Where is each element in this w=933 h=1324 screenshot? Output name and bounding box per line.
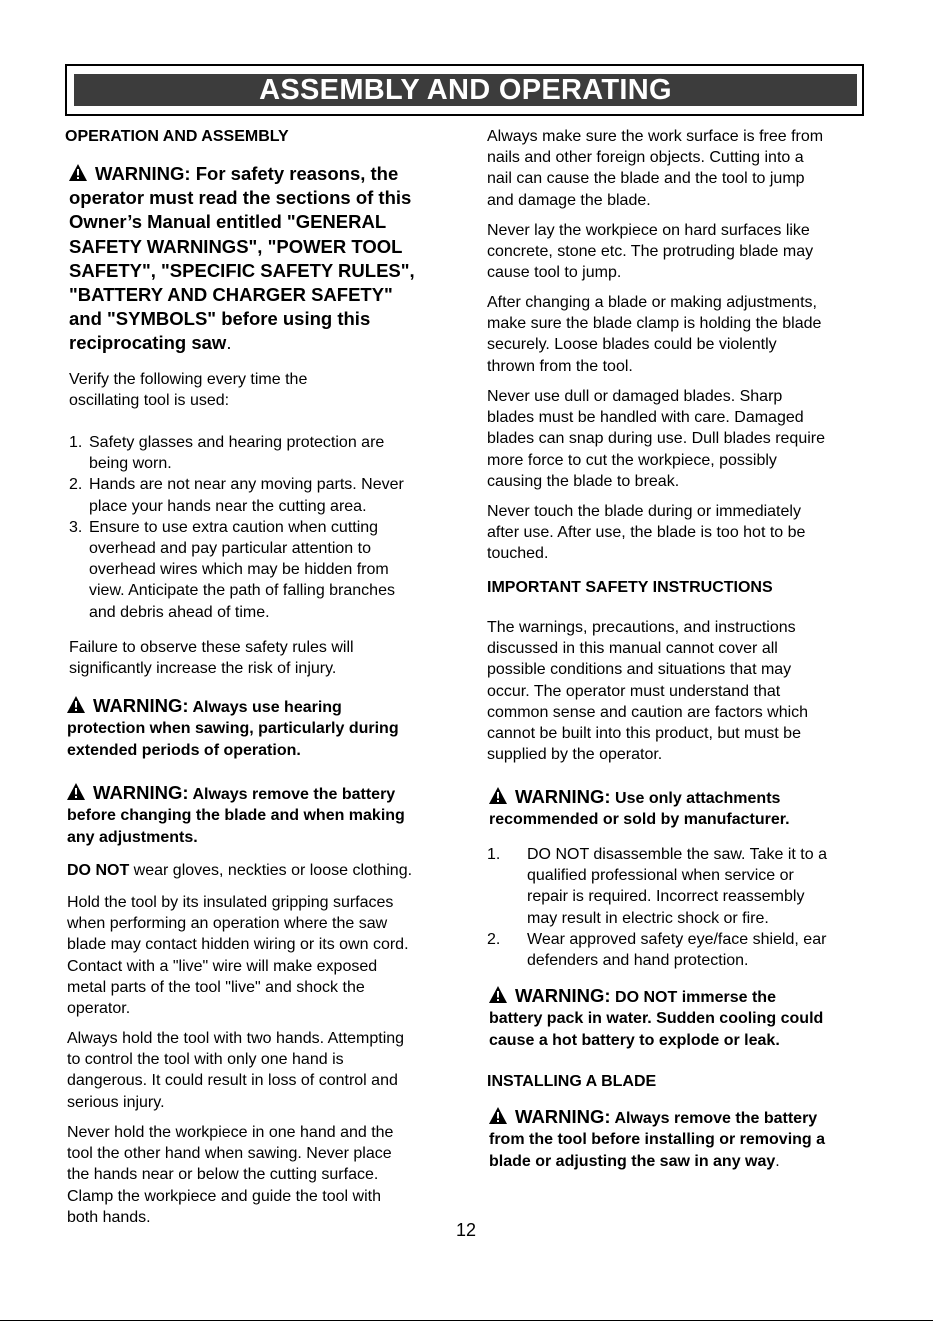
warning-text-line: For safety reasons, the — [195, 163, 399, 184]
warning-text-line: Owner’s Manual entitled "GENERAL — [69, 211, 387, 233]
text-line: Never use dull or damaged blades. Sharp — [487, 388, 783, 405]
text-line: securely. Loose blades could be violently — [487, 336, 777, 354]
warning-text-line: operator must read the sections of this — [69, 187, 412, 209]
text-line: both hands. — [67, 1208, 151, 1226]
list-number: 2. — [487, 930, 501, 948]
text-line: possible conditions and situations that may — [487, 661, 792, 679]
text-line: more force to cut the workpiece, possibly — [487, 451, 777, 469]
text-line: touched. — [487, 545, 549, 563]
text-line: supplied by the operator. — [487, 746, 663, 764]
text-line: being worn. — [89, 455, 172, 473]
page-number: 12 — [456, 1220, 477, 1240]
text-line: Hands are not near any moving parts. Never — [89, 476, 404, 494]
warning-text-line: from the tool before installing or removing a — [489, 1131, 826, 1149]
warning-hearing — [67, 695, 467, 761]
text-line: defenders and hand protection. — [527, 952, 749, 970]
two-hands-paragraph — [67, 1028, 462, 1113]
warning-triangle-icon — [489, 787, 507, 804]
warning-text-line: DO NOT immerse the — [615, 989, 776, 1006]
failure-paragraph — [69, 637, 449, 679]
warning-before-installing — [489, 1106, 929, 1172]
safety-checklist — [69, 432, 459, 623]
warning-attachments — [489, 786, 919, 831]
text-line: thrown from the tool. — [487, 357, 633, 375]
warning-text-line: Always remove the battery — [192, 786, 396, 803]
text-line: Safety glasses and hearing protection are — [89, 434, 385, 451]
text-line: Verify the following every time the — [69, 371, 308, 388]
text-line: concrete, stone etc. The protruding blade may — [487, 243, 814, 261]
warning-text-line: Use only attachments — [615, 790, 781, 807]
text-line: occur. The operator must understand that — [487, 682, 781, 700]
installing-blade-heading: INSTALLING A BLADE — [487, 1073, 657, 1090]
verify-paragraph — [69, 369, 449, 411]
text-line: blade may contact hidden wiring or its own cord. — [67, 936, 409, 954]
warning-text-line: cause a hot battery to explode or leak. — [489, 1031, 780, 1049]
list-number: 3. — [69, 518, 83, 536]
work-surface-paragraph — [487, 126, 927, 211]
text-line: overhead and pay particular attention to — [89, 540, 371, 558]
list-item — [487, 929, 927, 971]
text-line: may result in electric shock or fire. — [527, 909, 769, 927]
text-line: discussed in this manual cannot cover all — [487, 640, 778, 658]
list-item — [487, 844, 927, 929]
important-safety-heading: IMPORTANT SAFETY INSTRUCTIONS — [487, 579, 773, 596]
text-line: and damage the blade. — [487, 191, 651, 209]
text-line: serious injury. — [67, 1093, 165, 1111]
text-line: place your hands near the cutting area. — [89, 497, 367, 515]
warning-end: . — [226, 332, 232, 354]
text-line: nails and other foreign objects. Cutting into a — [487, 149, 804, 167]
warning-label: WARNING: — [93, 782, 189, 803]
warning-text-line: Always use hearing — [192, 699, 342, 716]
hard-surfaces-paragraph — [487, 220, 927, 284]
hold-tool-paragraph — [67, 892, 462, 1019]
text-line: blades must be handled with care. Damaged — [487, 409, 804, 427]
warning-triangle-icon — [489, 1107, 507, 1124]
warning-label: WARNING: — [95, 163, 191, 184]
warning-text-line: blade or adjusting the saw in any way — [489, 1152, 776, 1170]
text-line: cause tool to jump. — [487, 264, 622, 282]
text-line: Wear approved safety eye/face shield, ear — [527, 930, 827, 948]
text-line: The warnings, precautions, and instructions — [487, 619, 796, 636]
warning-triangle-icon — [489, 986, 507, 1003]
text-line: causing the blade to break. — [487, 472, 680, 490]
text-line: qualified professional when service or — [527, 867, 794, 885]
warning-text-line: battery pack in water. Sudden cooling could — [489, 1010, 824, 1028]
warning-text-line: and "SYMBOLS" before using this — [69, 308, 371, 330]
warning-text-line: protection when sawing, particularly during — [67, 720, 399, 738]
list-item — [69, 474, 459, 516]
text-line: After changing a blade or making adjustments, — [487, 294, 817, 311]
left-column — [0, 0, 470, 1240]
warning-text-line: reciprocating saw — [69, 332, 227, 354]
text-line: Failure to observe these safety rules will — [69, 639, 354, 656]
text-line: Always hold the tool with two hands. Attempting — [67, 1030, 405, 1047]
text-line: when performing an operation where the saw — [67, 915, 388, 933]
warning-triangle-icon — [69, 164, 87, 181]
list-number: 2. — [69, 476, 83, 494]
text-line: significantly increase the risk of injury. — [69, 660, 337, 678]
blade-clamp-paragraph — [487, 292, 927, 377]
text-line: make sure the blade clamp is holding the blade — [487, 315, 822, 333]
warning-label: WARNING: — [515, 985, 611, 1006]
warning-text-line: SAFETY WARNINGS", "POWER TOOL — [69, 235, 403, 257]
text-line: Always make sure the work surface is free from — [487, 128, 824, 145]
text-line: the hands near or below the cutting surface. — [67, 1166, 379, 1184]
warning-label: WARNING: — [515, 1106, 611, 1127]
operation-assembly-heading: OPERATION AND ASSEMBLY — [65, 128, 289, 145]
text-line: cannot be built into this product, but must be — [487, 725, 801, 743]
text-line: overhead wires which may be hidden from — [89, 561, 389, 579]
text-line: repair is required. Incorrect reassembly — [527, 888, 805, 906]
text-line: and debris ahead of time. — [89, 603, 270, 621]
text-line: Contact with a "live" wire will make exposed — [67, 957, 378, 975]
do-not-clothing — [67, 860, 467, 881]
warning-text-line: SAFETY", "SPECIFIC SAFETY RULES", — [69, 259, 415, 281]
warning-remove-battery — [67, 782, 467, 848]
text-line: dangerous. It could result in loss of control and — [67, 1072, 398, 1090]
warning-end: . — [775, 1152, 780, 1170]
list-number: 1. — [487, 846, 501, 863]
bottom-divider — [0, 1320, 933, 1321]
text-line: Never touch the blade during or immediately — [487, 503, 801, 520]
text-line: view. Anticipate the path of falling branches — [89, 582, 395, 600]
list-item — [69, 432, 459, 474]
warning-text-line: recommended or sold by manufacturer. — [489, 811, 790, 829]
warning-triangle-icon — [67, 783, 85, 800]
text-line: metal parts of the tool "live" and shock the — [67, 978, 365, 996]
right-column — [470, 0, 933, 1240]
warning-label: WARNING: — [93, 695, 189, 716]
warning-text-line: any adjustments. — [67, 828, 198, 846]
text-line: Hold the tool by its insulated gripping surfaces — [67, 894, 394, 911]
warning-text-line: Always remove the battery — [614, 1110, 818, 1127]
warning-text-line: extended periods of operation. — [67, 741, 301, 759]
text-line: Ensure to use extra caution when cutting — [89, 518, 379, 536]
text-line: operator. — [67, 1000, 131, 1018]
text-line: blades can snap during use. Dull blades require — [487, 430, 825, 448]
list-item — [69, 517, 459, 623]
text-line: DO NOT disassemble the saw. Take it to a — [527, 846, 827, 863]
text-line: to control the tool with only one hand is — [67, 1051, 344, 1069]
dull-blades-paragraph — [487, 386, 927, 492]
service-list — [487, 844, 927, 971]
warning-triangle-icon — [67, 696, 85, 713]
workpiece-paragraph — [67, 1122, 462, 1228]
warning-text-line: before changing the blade and when making — [67, 807, 405, 825]
hot-blade-paragraph — [487, 501, 927, 565]
warning-read-manual — [69, 162, 469, 356]
text-line: Clamp the workpiece and guide the tool with — [67, 1187, 381, 1205]
text-line: Never hold the workpiece in one hand and the — [67, 1124, 394, 1141]
text-line: tool the other hand when sawing. Never place — [67, 1145, 392, 1163]
warning-label: WARNING: — [515, 786, 611, 807]
precautions-paragraph — [487, 617, 927, 765]
text-line: Never lay the workpiece on hard surfaces like — [487, 222, 810, 239]
text-line: nail can cause the blade and the tool to jump — [487, 170, 805, 188]
text-line: wear gloves, neckties or loose clothing. — [129, 862, 413, 879]
do-not-label: DO NOT — [67, 862, 130, 879]
warning-text-line: "BATTERY AND CHARGER SAFETY" — [69, 284, 393, 306]
text-line: after use. After use, the blade is too hot to be — [487, 524, 806, 542]
text-line: oscillating tool is used: — [69, 392, 230, 410]
text-line: common sense and caution are factors which — [487, 703, 809, 721]
warning-immerse-battery — [489, 985, 929, 1051]
list-number: 1. — [69, 434, 83, 451]
page-title: ASSEMBLY AND OPERATING — [74, 74, 857, 106]
